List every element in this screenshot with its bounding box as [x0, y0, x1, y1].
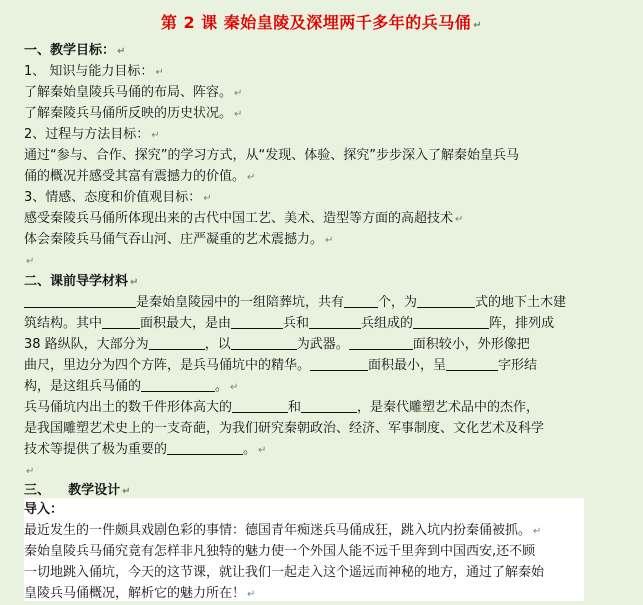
- s2-para-line7: 是我国雕塑艺术史上的一支奇葩，为我们研究秦朝政治、经济、军事制度、文化艺术及科学: [24, 421, 545, 436]
- return-mark-icon: ↵: [247, 172, 256, 183]
- fill-blank[interactable]: [102, 314, 140, 329]
- return-mark-icon: ↵: [203, 193, 212, 204]
- s2-line1: 通过“参与、合作、探究”的学习方式，从“发现、体验、探究”步步深入了解秦始皇兵马: [24, 148, 519, 163]
- return-mark-icon: ↵: [26, 466, 35, 477]
- empty-line: [24, 460, 633, 482]
- return-mark-icon: ↵: [230, 382, 239, 393]
- return-mark-icon: ↵: [234, 88, 243, 99]
- lesson-title: 第 2 课 秦始皇陵及深埋两千多年的兵马俑 ↵: [160, 13, 483, 32]
- s2-para-line8: 技术等提供了极为重要的 。 ↵: [24, 442, 267, 457]
- s1-line1: 了解秦始皇陵兵马俑的布局、阵容。 ↵: [24, 85, 243, 100]
- return-mark-icon: ↵: [473, 20, 483, 31]
- fill-blank[interactable]: [149, 335, 205, 350]
- return-mark-icon: ↵: [130, 277, 139, 288]
- return-mark-icon: ↵: [258, 445, 267, 456]
- return-mark-icon: ↵: [234, 109, 243, 120]
- fill-blank[interactable]: [232, 398, 288, 413]
- section1-heading: 一、教学目标： ↵: [24, 43, 126, 58]
- intro-line2: 秦始皇陵兵马俑究竟有怎样非凡独特的魅力使一个外国人能不远千里奔到中国西安,还不顾: [24, 544, 536, 559]
- s3-line1: 感受秦陵兵马俑所体现出来的古代中国工艺、美术、造型等方面的高超技术 ↵: [24, 211, 464, 226]
- return-mark-icon: ↵: [155, 67, 164, 78]
- s2-heading: 2、过程与方法目标： ↵: [24, 127, 160, 142]
- fill-blank[interactable]: [344, 293, 378, 308]
- return-mark-icon: ↵: [455, 214, 464, 225]
- s2-para-line2: 筑结构。其中 面积最大，是由 兵和 兵组成的 阵，排列成: [24, 316, 555, 331]
- fill-blank[interactable]: [413, 314, 489, 329]
- s2-line2: 俑的概况并感受其富有震撼力的价值。 ↵: [24, 169, 256, 184]
- intro-label: 导入：: [24, 502, 64, 517]
- return-mark-icon: ↵: [117, 46, 126, 57]
- return-mark-icon: ↵: [247, 589, 256, 600]
- s2-para-line1: 是秦始皇陵园中的一组陪葬坑，共有 个，为 式的地下土木建: [24, 292, 633, 313]
- fill-blank[interactable]: [301, 398, 357, 413]
- s2-para-line3: 38 路纵队，大部分为 ，以 为武器。 面积较小，外形像把: [24, 337, 530, 352]
- empty-line: [24, 250, 633, 272]
- fill-blank[interactable]: [309, 314, 361, 329]
- fill-blank[interactable]: [446, 356, 498, 371]
- fill-blank[interactable]: [349, 335, 413, 350]
- intro-line3: 一切地跳入俑坑，今天的这节课，就让我们一起走入这个遥远而神秘的地方，通过了解秦始: [24, 565, 545, 580]
- fill-blank[interactable]: [167, 440, 243, 455]
- section2-heading: 二、课前导学材料 ↵: [24, 274, 139, 289]
- fill-blank[interactable]: [310, 356, 368, 371]
- return-mark-icon: ↵: [122, 486, 131, 497]
- return-mark-icon: ↵: [325, 235, 334, 246]
- return-mark-icon: ↵: [26, 256, 35, 267]
- s1-heading: 1、 知识与能力目标： ↵: [24, 64, 164, 79]
- intro-line1: 最近发生的一件颇具戏剧色彩的事情：德国青年痴迷兵马俑成狂，跳入坑内扮秦俑被抓。 ↵: [24, 523, 542, 538]
- s3-heading: 3、情感、态度和价值观目标： ↵: [24, 190, 212, 205]
- s1-line2: 了解秦陵兵马俑所反映的历史状况。 ↵: [24, 106, 243, 121]
- s3-line2: 体会秦陵兵马俑气吞山河、庄严凝重的艺术震撼力。 ↵: [24, 232, 334, 247]
- s2-para-line4: 曲尺，里边分为四个方阵，是兵马俑坑中的精华。 面积最小，呈 字形结: [24, 358, 538, 373]
- intro-line4: 皇陵兵马俑概况，解析它的魅力所在！ ↵: [24, 586, 256, 601]
- s2-para-line6: 兵马俑坑内出土的数千件形体高大的 和 ，是秦代雕塑艺术品中的杰作，: [24, 400, 540, 415]
- return-mark-icon: ↵: [533, 526, 542, 537]
- fill-blank[interactable]: [24, 293, 136, 308]
- section3-heading: 三、 教学设计 ↵: [24, 483, 131, 498]
- return-mark-icon: ↵: [151, 130, 160, 141]
- fill-blank[interactable]: [141, 377, 215, 392]
- s2-para-line5: 构，是这组兵马俑的 。 ↵: [24, 379, 239, 394]
- fill-blank[interactable]: [231, 314, 283, 329]
- fill-blank[interactable]: [417, 293, 475, 308]
- fill-blank[interactable]: [231, 335, 297, 350]
